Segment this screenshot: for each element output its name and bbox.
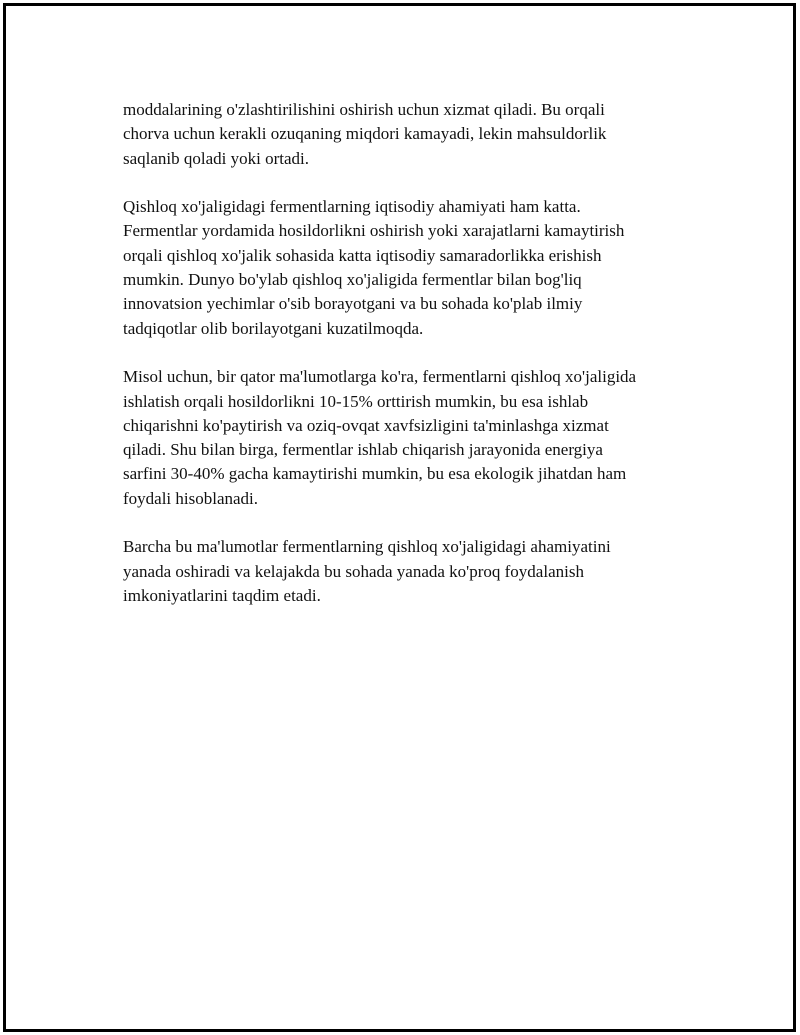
- page-frame: [3, 3, 796, 1032]
- paragraph-statistics-example: Misol uchun, bir qator ma'lumotlarga ko'ra, fermentlarni qishloq xo'jaligida ishlatish orqali hosildorlikni 10-15% orttirish mumkin, bu esa ishlab chiqarishni ko'paytirish va oziq-ovqat xavfsizligini ta'minlashga xizmat qiladi. Shu bilan birga, fermentlar ishlab chiqarish jarayonida energiya sarfini 30-40% gacha kamaytirishi mumkin, bu esa ekologik jihatdan ham foydali hisoblanadi.: [123, 367, 637, 508]
- paragraph-economic-importance: Qishloq xo'jaligidagi fermentlarning iqtisodiy ahamiyati ham katta. Fermentlar yordamida hosildorlikni oshirish yoki xarajatlarni kamaytirish orqali qishloq xo'jalik sohasida katta iqtisodiy samaradorlikka erishish mumkin. Dunyo bo'ylab qishloq xo'jaligida fermentlar bilan bog'liq innovatsion yechimlar o'sib borayotgani va bu sohada ko'plab ilmiy tadqiqotlar olib borilayotgani kuzatilmoqda.: [123, 197, 625, 338]
- document-body: [123, 98, 693, 633]
- paragraph-continuation: moddalarining o'zlashtirilishini oshirish uchun xizmat qiladi. Bu orqali chorva uchun kerakli ozuqaning miqdori kamayadi, lekin mahsuldorlik saqlanib qoladi yoki ortadi.: [123, 100, 607, 168]
- paragraph-conclusion: Barcha bu ma'lumotlar fermentlarning qishloq xo'jaligidagi ahamiyatini yanada oshiradi va kelajakda bu sohada yanada ko'proq foydalanish imkoniyatlarini taqdim etadi.: [123, 537, 611, 605]
